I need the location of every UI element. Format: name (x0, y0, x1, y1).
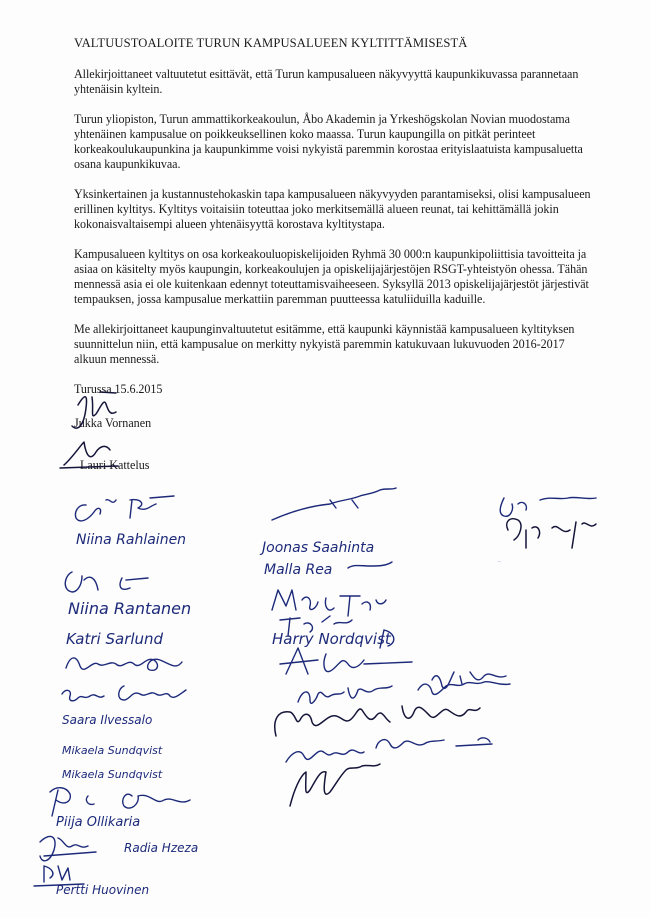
typed-signer-2: Lauri Kattelus (80, 458, 150, 472)
signature-middle-top (272, 488, 396, 520)
signature-maija (272, 590, 386, 616)
handwritten-name-7: Piija Ollikaria (56, 815, 141, 830)
paragraph-2: Turun yliopiston, Turun ammattikorkeakoulun, Åbo Akademin ja Yrkeshögskolan Novian muodostama yhtenäinen kampusalue on poikkeuksellinen koko maassa. Turun kaupungilla on pitkät perinteet korkeakoulukaupunkina ja kaupunkimme voisi nykyistä paremmin korostaa erityislaatuista kampusaluetta osana kaupunkikuvaa. (74, 112, 583, 171)
signature-kaarlo-katter (275, 706, 480, 736)
signature-mikaela-sundqvist (62, 744, 163, 781)
signature-radia-hzeza (40, 836, 198, 860)
signature-anu (298, 682, 510, 704)
signature-jukka-vornanen (72, 392, 116, 428)
handwritten-name-11: Malla Rea (264, 562, 333, 578)
paragraph-3: Yksinkertainen ja kustannustehokaskin tapa kampusalueen näkyvyyden parantamiseksi, olisi kampusalueen erillinen kyltitys. Kyltitys voitaisiin toteuttaa joko merkitsemällä alueen reunat, tai kehittämällä jokin kokonaisvaltaisempi alueen yhtenäisyyttä korostava kyltitystapa. (74, 187, 591, 231)
handwritten-name-3: Katri Sarlund (66, 630, 164, 648)
signature-malla (264, 562, 392, 578)
handwritten-name-13: Esa Yli (498, 562, 502, 563)
signature-saara-ilvessalo (62, 686, 186, 727)
signature-joonas (259, 540, 374, 556)
signature-middle-bottom (290, 764, 380, 806)
handwritten-name-12: Harry Nordqvist (272, 630, 391, 648)
signature-alexander (286, 738, 492, 762)
signature-pertti-huovinen (34, 866, 149, 897)
handwritten-name-5: Mikaela Sundqvist (62, 744, 163, 757)
paragraph-1: Allekirjoittaneet valtuutetut esittävät, että Turun kampusalueen näkyvyyttä kaupunkikuvassa parannetaan yhtenäisin kyltein. (74, 67, 579, 96)
signature-niina-rantanen (65, 572, 191, 618)
signature-harry-nordqvist (272, 630, 394, 648)
signature-middle-crossed (280, 648, 412, 674)
handwritten-name-2: Niina Rantanen (68, 599, 192, 618)
paragraph-5: Me allekirjoittaneet kaupunginvaltuutetut esitämme, että kaupunki käynnistää kampusalueen kyltityksen suunnittelun niin, että kampusalue on merkitty nykyistä paremmin katukuvaan lukuvuoden 2016-2017 alkuun mennessä. (74, 322, 575, 366)
handwritten-name-8: Radia Hzeza (124, 841, 199, 855)
handwritten-name-9: Pertti Huovinen (56, 883, 150, 897)
signature-katri-sarlund (66, 630, 182, 670)
handwritten-name-4: Saara Ilvessalo (62, 713, 153, 727)
signature-piija-ollikaria (50, 788, 190, 830)
paragraph-4: Kampusalueen kyltitys on osa korkeakouluopiskelijoiden Ryhmä 30 000:n kaupunkipoliittisia tavoitteita ja asiaa on käsitelty myös kaupungin, korkeakoulujen ja opiskelijajärjestöjen RSGT-yhteistyön ohessa. Tähän mennessä asia ei ole kuitenkaan edennyt toteuttamisvaiheeseen. Syksyllä 2013 opiskelijajärjestöt järjestivät tempauksen, jossa kampusalue merkattiin paremman puutteessa katuliiduilla kaduille. (74, 247, 589, 306)
handwritten-name-10: Joonas Saahinta (262, 540, 375, 556)
document-title: VALTUUSTOALOITE TURUN KAMPUSALUEEN KYLTITTÄMISESTÄ (74, 36, 468, 50)
signature-viivi (432, 672, 506, 688)
handwritten-name-1: Niina Rahlainen (76, 532, 187, 548)
signature-esa-yli (498, 497, 596, 563)
handwritten-name-6: Mikaela Sundqvist (62, 768, 163, 781)
place-date: Turussa 15.6.2015 (74, 382, 163, 396)
signature-lauri-kattelus (60, 442, 118, 468)
signature-niina-rahlainen (75, 496, 186, 548)
typed-signer-1: Jukka Vornanen (74, 416, 152, 430)
